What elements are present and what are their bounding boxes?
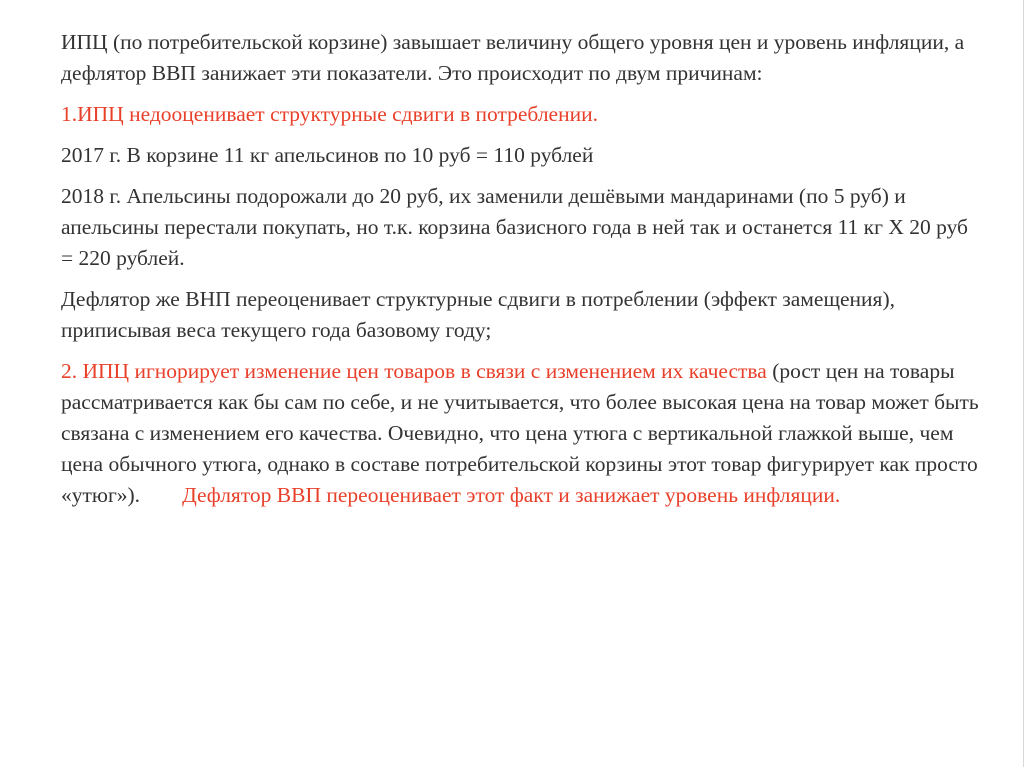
deflator-paragraph: Дефлятор же ВНП переоценивает структурные сдвиги в потреблении (эффект замещения), приписывая веса текущего года базовому году; (61, 287, 895, 342)
reason-1-heading: 1.ИПЦ недооценивает структурные сдвиги в потреблении. (61, 102, 598, 126)
slide-content (61, 27, 981, 521)
reason-2-conclusion: Дефлятор ВВП переоценивает этот факт и занижает уровень инфляции. (182, 483, 841, 507)
reason-2-heading: 2. ИПЦ игнорирует изменение цен товаров в связи с изменением их качества (61, 359, 767, 383)
example-2017: 2017 г. В корзине 11 кг апельсинов по 10 руб = 110 рублей (61, 143, 594, 167)
reason-2-paragraph (61, 356, 981, 511)
example-2018: 2018 г. Апельсины подорожали до 20 руб, их заменили дешёвыми мандаринами (по 5 руб) и апельсины перестали покупать, но т.к. корзина базисного года в ней так и останется 11 кг Х 20 руб = 220 рублей. (61, 184, 968, 270)
intro-paragraph: ИПЦ (по потребительской корзине) завышает величину общего уровня цен и уровень инфляции, а дефлятор ВВП занижает эти показатели. Это происходит по двум причинам: (61, 30, 965, 85)
reason-2-body: (рост цен на товары рассматривается как бы сам по себе, и не учитывается, что более высокая цена на товар может быть связана с изменением его качества. Очевидно, что цена утюга с вертикальной глажкой выше, чем цена обычного утюга, однако в составе потребительской корзины этот товар фигурирует как просто «утюг»). (61, 359, 979, 507)
